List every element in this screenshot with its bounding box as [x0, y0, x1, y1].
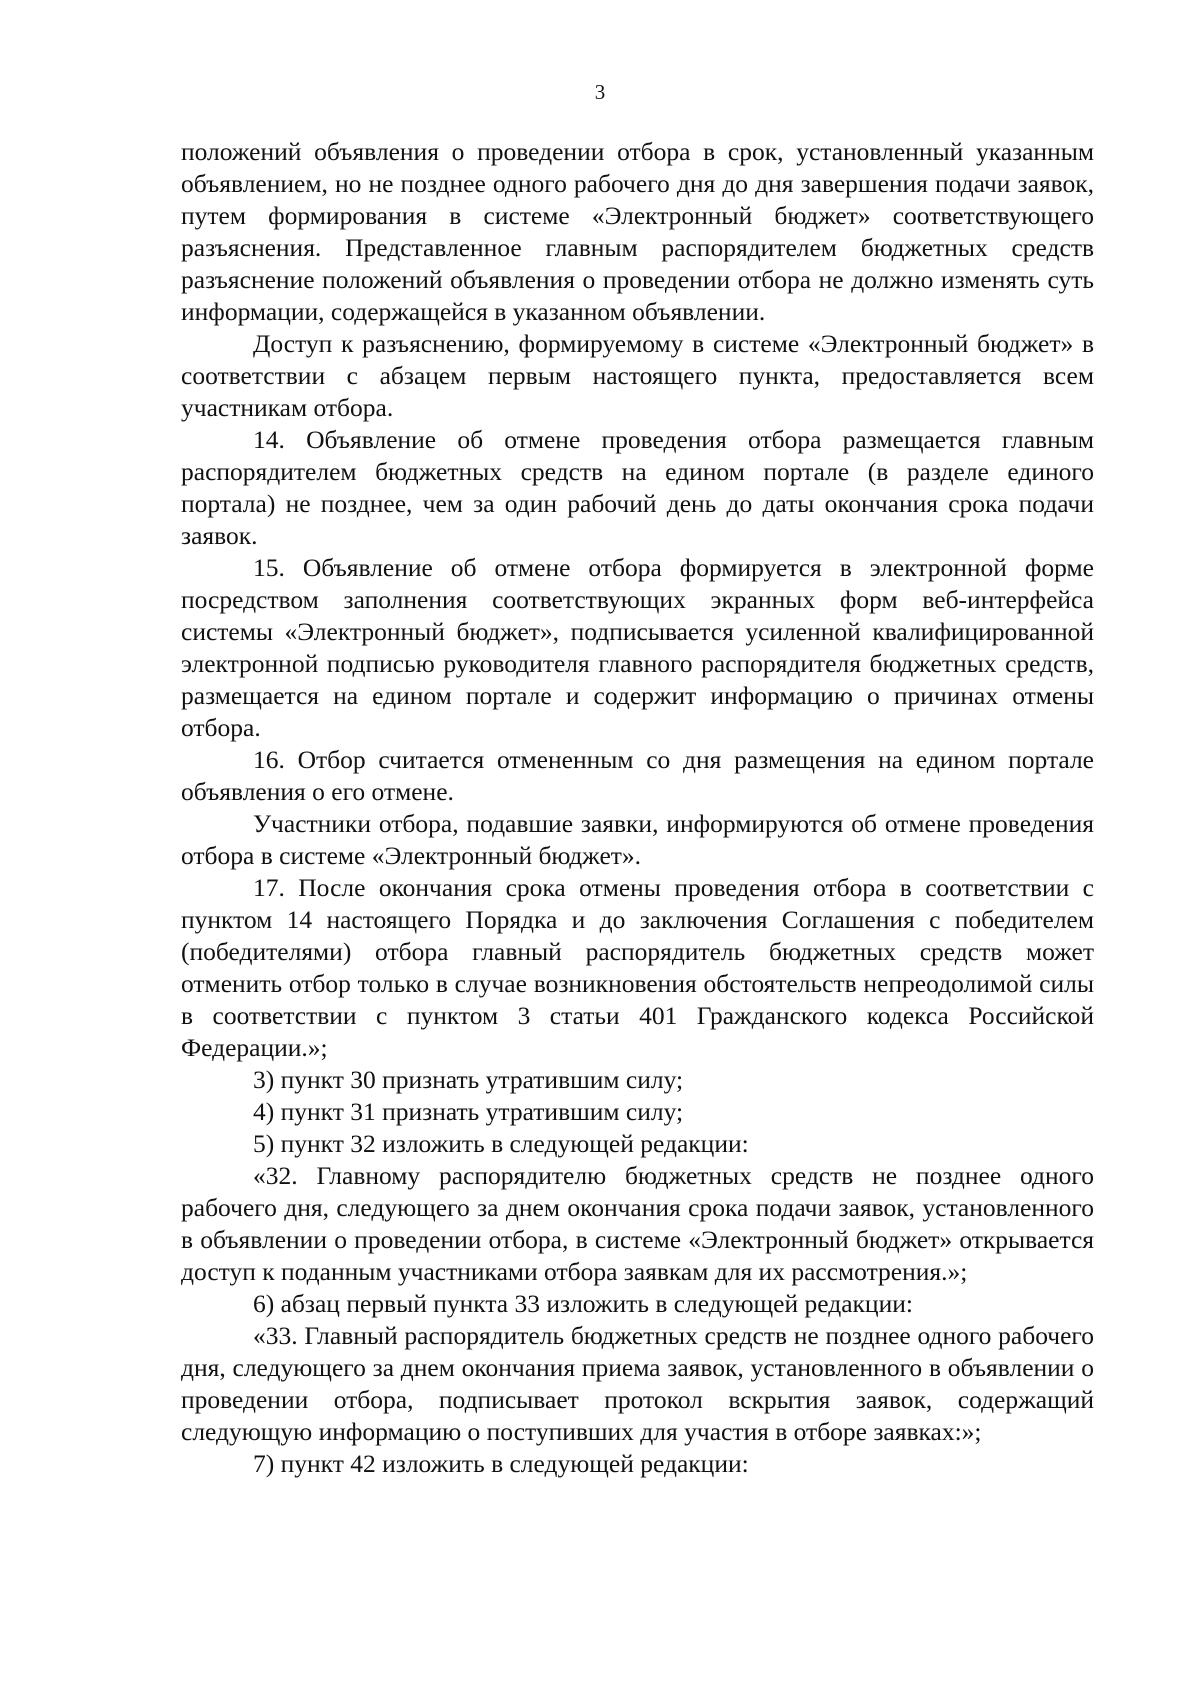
- paragraph-item-14: 14. Объявление об отмене проведения отбора размещается главным распорядителем бюджетных средств на едином портале (в разделе единого портала) не позднее, чем за один рабочий день до даты окончания срока подачи заявок.: [181, 425, 1094, 550]
- paragraph-amendment-5: 5) пункт 32 изложить в следующей редакции:: [253, 1129, 749, 1158]
- paragraph-item-17: 17. После окончания срока отмены проведения отбора в соответствии с пунктом 14 настоящего Порядка и до заключения Соглашения с победителем (победителями) отбора главный распорядитель бюджетных средств может отменить отбор только в случае возникновения обстоятельств непреодолимой силы в соответствии с пунктом 3 статьи 401 Гражданского кодекса Российской Федерации.»;: [181, 873, 1094, 1062]
- paragraph-continuation: положений объявления о проведении отбора в срок, установленный указанным объявлением, но не позднее одного рабочего дня до дня завершения подачи заявок, путем формирования в системе «Электронный бюджет» соответствующего разъяснения. Представленное главным распорядителем бюджетных средств разъяснение положений объявления о проведении отбора не должно изменять суть информации, содержащейся в указанном объявлении.: [181, 137, 1094, 326]
- paragraph-amendment-3: 3) пункт 30 признать утратившим силу;: [253, 1065, 684, 1094]
- paragraph-amendment-4: 4) пункт 31 признать утратившим силу;: [253, 1097, 684, 1126]
- paragraph-item-33: «33. Главный распорядитель бюджетных средств не позднее одного рабочего дня, следующего за днем окончания приема заявок, установленного в объявлении о проведении отбора, подписывает протокол вскрытия заявок, содержащий следующую информацию о поступивших для участия в отборе заявках:»;: [181, 1321, 1094, 1446]
- paragraph-item-16: 16. Отбор считается отмененным со дня размещения на едином портале объявления о его отмене.: [181, 745, 1094, 806]
- page-number: 3: [594, 80, 606, 104]
- paragraph-amendment-6: 6) абзац первый пункта 33 изложить в следующей редакции:: [253, 1289, 913, 1318]
- document-body: [181, 136, 1094, 1480]
- paragraph-amendment-7: 7) пункт 42 изложить в следующей редакции:: [253, 1449, 749, 1478]
- paragraph-item-32: «32. Главному распорядителю бюджетных средств не позднее одного рабочего дня, следующего за днем окончания срока подачи заявок, установленного в объявлении о проведении отбора, в системе «Электронный бюджет» открывается доступ к поданным участниками отбора заявкам для их рассмотрения.»;: [181, 1161, 1094, 1286]
- paragraph-item-15: 15. Объявление об отмене отбора формируется в электронной форме посредством заполнения соответствующих экранных форм веб-интерфейса системы «Электронный бюджет», подписывается усиленной квалифицированной электронной подписью руководителя главного распорядителя бюджетных средств, размещается на едином портале и содержит информацию о причинах отмены отбора.: [181, 553, 1094, 742]
- paragraph-access-clarification: Доступ к разъяснению, формируемому в системе «Электронный бюджет» в соответствии с абзацем первым настоящего пункта, предоставляется всем участникам отбора.: [181, 329, 1094, 422]
- paragraph-participants-informed: Участники отбора, подавшие заявки, информируются об отмене проведения отбора в системе «Электронный бюджет».: [181, 809, 1094, 870]
